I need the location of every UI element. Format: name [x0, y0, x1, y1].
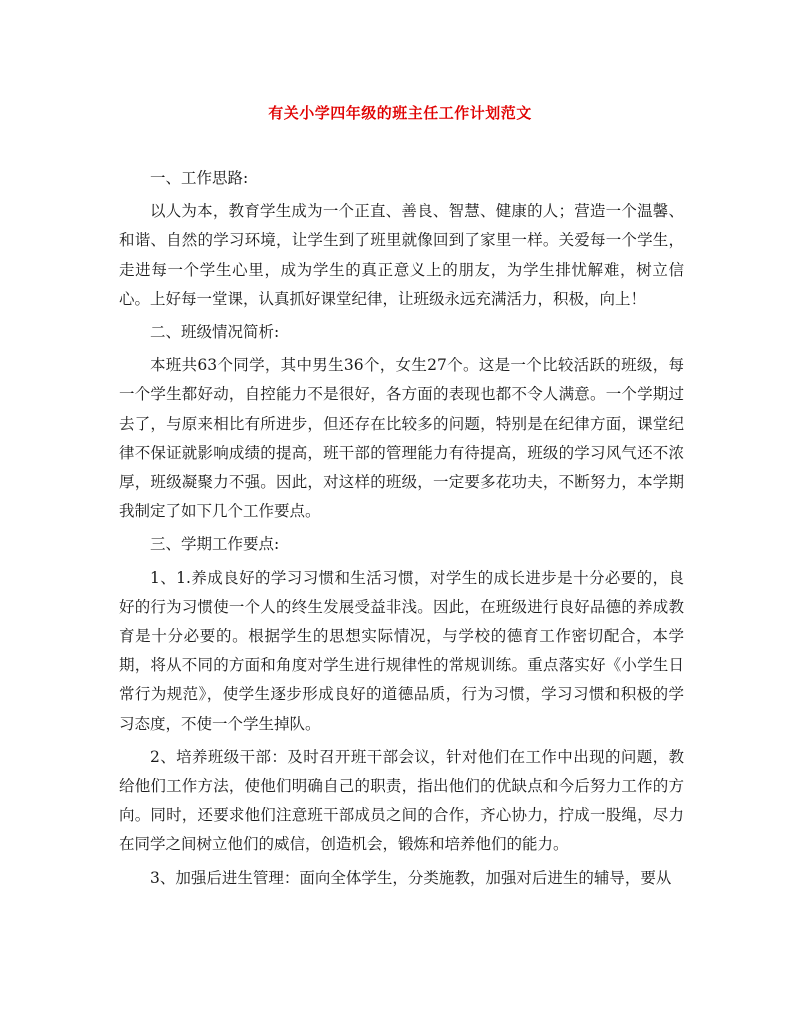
section-heading-class-analysis: 二、班级情况简析: — [150, 323, 280, 342]
document-title: 有关小学四年级的班主任工作计划范文 — [268, 104, 532, 122]
paragraph-work-approach: 以人为本，教育学生成为一个正直、善良、智慧、健康的人；营造一个温馨、和谐、自然的学习环境，让学生到了班里就像回到了家里一样。关爱每一个学生，走进每一个学生心里，成为学生的真正意义上的朋友，为学生排忧解难，树立信心。上好每一堂课，认真抓好课堂纪律，让班级永远充满活力，积极，向上！ — [119, 202, 684, 308]
paragraph-key-point-habits: 1、1.养成良好的学习习惯和生活习惯，对学生的成长进步是十分必要的，良好的行为习惯使一个人的终生发展受益非浅。因此，在班级进行良好品德的养成教育是十分必要的。根据学生的思想实际情况，与学校的德育工作密切配合，本学期，将从不同的方面和角度对学生进行规律性的常规训练。重点落实好《小学生日常行为规范》，使学生逐步形成良好的道德品质，行为习惯，学习习惯和积极的学习态度，不使一个学生掉队。 — [119, 568, 684, 733]
section-heading-term-key-points: 三、学期工作要点: — [150, 535, 280, 554]
document-body — [119, 164, 684, 893]
paragraph-key-point-lagging-students: 3、加强后进生管理：面向全体学生，分类施教，加强对后进生的辅导，要从 — [150, 868, 672, 887]
paragraph-key-point-class-cadres: 2、培养班级干部：及时召开班干部会议，针对他们在工作中出现的问题，教给他们工作方法，使他们明确自己的职责，指出他们的优缺点和今后努力工作的方向。同时，还要求他们注意班干部成员之间的合作，齐心协力，拧成一股绳，尽力在同学之间树立他们的威信，创造机会，锻炼和培养他们的能力。 — [119, 747, 684, 854]
section-heading-work-approach: 一、工作思路: — [150, 169, 249, 187]
paragraph-class-analysis: 本班共63个同学，其中男生36个，女生27个。这是一个比较活跃的班级，每一个学生都好动，自控能力不是很好，各方面的表现也都不令人满意。一个学期过去了，与原来相比有所进步，但还存在比较多的问题，特别是在纪律方面，课堂纪律不保证就影响成绩的提高，班干部的管理能力有待提高，班级的学习风气还不浓厚，班级凝聚力不强。因此，对这样的班级，一定要多花功夫，不断努力，本学期我制定了如下几个工作要点。 — [119, 356, 684, 521]
